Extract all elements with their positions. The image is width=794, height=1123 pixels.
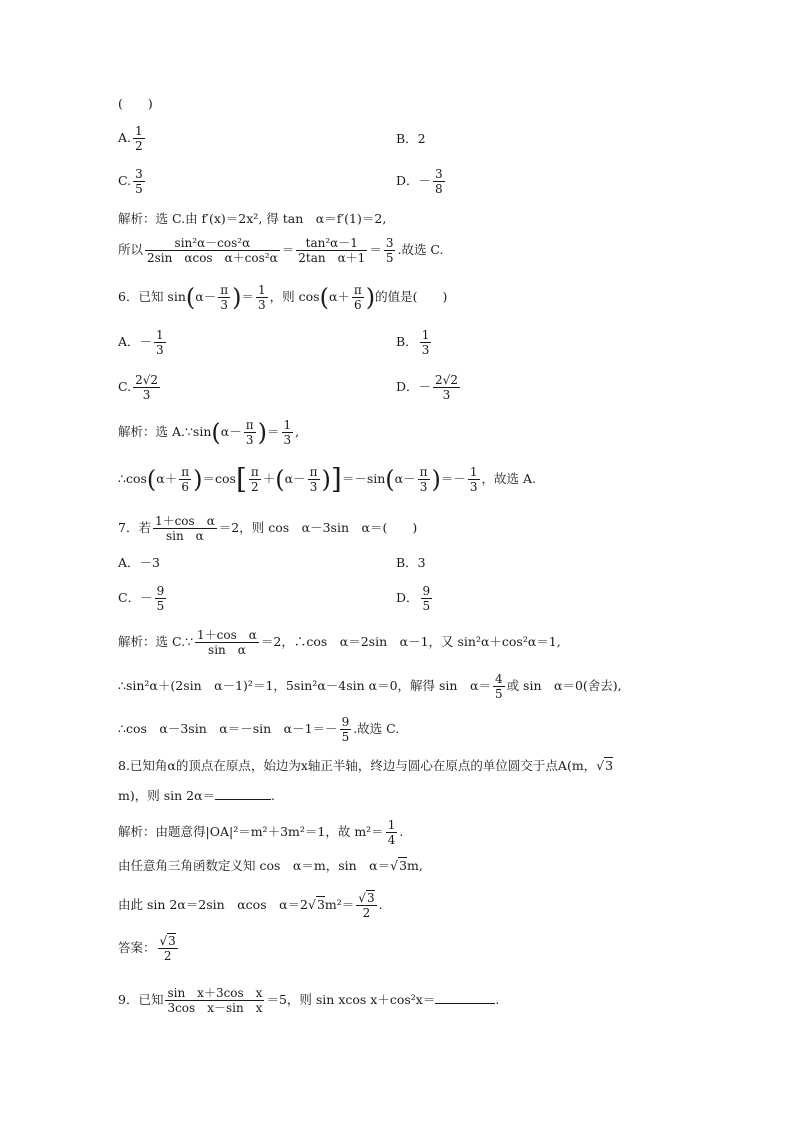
left-paren: ( [319,283,329,312]
q8-answer [118,934,180,963]
text: . [399,824,404,839]
fraction [158,934,178,963]
fraction [418,465,430,494]
q5-solution-line1: 解析：选 C.由 f′(x)＝2x², 得 tan α＝f′(1)＝2, [118,211,387,226]
text: 或 sin α＝0(舍去), [506,678,622,693]
denominator: 3 [309,480,318,494]
radicand: 3 [316,897,325,912]
option-label: C. [118,173,132,188]
text: ＝ [266,424,280,439]
right-bracket: ] [330,462,342,496]
text: 由任意角三角函数定义知 cos α＝m，sin α＝ [118,858,391,873]
option-label: B． [396,334,418,349]
denominator: 5 [385,251,394,265]
denominator: 3 [469,480,478,494]
numerator: 1 [156,328,164,342]
text: ＝2，则 cos α－3sin α＝( ) [218,520,418,535]
denominator: 5 [422,599,431,613]
text: ＋ [262,471,276,486]
denominator: 6 [181,480,189,494]
numerator: 3 [385,236,394,250]
fraction [133,373,160,402]
q7-option-d [396,584,434,613]
text: ∴sin²α＋(2sin α－1)²＝1，5sin²α－4sin α＝0，解得 sin α＝ [118,678,491,693]
text: α＋ [156,471,178,486]
option-label: A．－ [118,334,153,349]
text: α＋ [328,289,350,304]
left-paren: ( [185,283,196,312]
fraction [195,628,259,657]
numerator: 1＋cos α [197,628,257,642]
option-label: C．－ [118,590,153,605]
denominator: 3 [220,298,228,312]
q8-solution-line1 [118,818,403,847]
q5-option-a [118,124,147,153]
denominator: 5 [156,599,165,613]
answer-blank[interactable] [435,991,495,1004]
text: . [271,788,276,803]
fraction [145,236,280,265]
text: ＝ [241,289,254,304]
text: α－ [195,289,217,304]
q5-solution-line2 [118,236,444,265]
numerator: 1 [283,418,292,432]
fraction [256,283,268,312]
text: 由此 sin 2α＝2sin αcos α＝2 [118,897,308,912]
q7-option-a: A．－3 [118,555,160,570]
answer-blank[interactable] [215,787,271,800]
denominator: sin α [165,529,204,543]
text: 8.已知角α的顶点在原点，始边为x轴正半轴，终边与圆心在原点的单位圆交于点A(m， [118,758,597,773]
fraction [244,418,256,447]
text: ＝2，∴cos α＝2sin α－1，又 sin²α＋cos²α＝1, [260,634,561,649]
numerator: 1 [421,328,430,342]
text: .故选 C. [353,721,400,736]
option-label: D．－ [396,379,432,394]
text: 6．已知 sin [118,289,186,304]
denominator: 3cos x－sin x [167,1001,263,1015]
text: 7．若 [118,520,151,535]
text: 解析：由题意得|OA|²＝m²＋3m²＝1，故 m²＝ [118,824,384,839]
text: 所以 [118,242,144,257]
fraction [218,283,230,312]
text: α－ [284,471,306,486]
q6-option-b [396,328,433,357]
q8-solution-line3 [118,891,383,920]
numerator: 9 [341,715,350,729]
fraction [165,986,264,1015]
q7-solution-line1 [118,628,561,657]
fraction [468,465,480,494]
fraction [386,818,398,847]
numerator: π [250,465,259,479]
denominator: 6 [354,298,362,312]
text: . [495,992,500,1007]
denominator: 3 [258,298,266,312]
numerator: 1 [387,818,396,832]
answer-label: 答案： [118,940,156,955]
option-label: C. [118,379,132,394]
denominator: 2 [135,139,143,153]
radicand: 3 [605,758,614,773]
q5-option-c [118,167,147,196]
right-paren: ) [431,465,441,494]
fraction [352,283,364,312]
q5-option-b: B．2 [396,131,426,146]
option-label: D．－ [396,173,432,188]
text: 解析：选 C.∵ [118,634,194,649]
denominator: 3 [419,480,428,494]
numerator: sin x＋3cos x [167,986,263,1000]
numerator: 9 [422,584,431,598]
numerator: √3 [159,934,176,948]
right-paren: ) [193,465,203,494]
q5-paren: ( ) [118,96,153,111]
fraction [433,373,460,402]
denominator: 2 [163,949,172,963]
numerator: π [220,283,229,297]
denominator: 3 [283,433,292,447]
text: m²＝ [324,897,355,912]
denominator: 2sin αcos α＋cos²α [147,251,278,265]
fraction [154,328,166,357]
denominator: 8 [435,182,443,196]
q8-solution-line2 [118,858,423,874]
q7-option-b: B．3 [396,555,426,570]
q6-option-d [396,373,462,402]
text: , [295,424,300,439]
numerator: 2√2 [435,373,458,387]
numerator: 2√2 [135,373,159,387]
right-paren: ) [365,283,376,312]
denominator: 5 [341,730,350,744]
numerator: 1 [258,283,266,297]
text: ，则 cos [269,289,320,304]
numerator: π [353,283,362,297]
denominator: sin α [208,643,246,657]
q6-stem [118,283,447,312]
fraction [433,167,445,196]
fraction [282,418,294,447]
q6-solution-line2 [118,462,537,496]
q7-option-c [118,584,168,613]
text: . [378,897,383,912]
numerator: 1 [135,124,143,138]
text: m, [407,858,423,873]
denominator: 2 [251,480,259,494]
text: α－ [220,424,242,439]
numerator: π [245,418,254,432]
right-paren: ) [321,465,331,494]
numerator: 3 [435,167,443,181]
q6-option-c [118,373,162,402]
text: 的值是( ) [375,289,448,304]
text: ，故选 A. [481,471,537,486]
left-paren: ( [146,465,157,494]
fraction [384,236,396,265]
text: ＝cos [202,471,236,486]
left-paren: ( [385,465,395,494]
fraction [493,672,505,701]
right-paren: ) [257,418,267,447]
numerator: 9 [156,584,165,598]
denominator: 3 [142,388,151,402]
q8-stem-line2 [118,787,275,804]
numerator: 4 [494,672,503,686]
numerator: 3 [135,167,143,181]
denominator: 3 [156,343,164,357]
denominator: 3 [421,343,430,357]
sqrt-symbol: √ [390,858,399,873]
text: ＝ [281,242,295,257]
q7-solution-line2 [118,672,622,701]
q7-solution-line3 [118,715,399,744]
text: m)，则 sin 2α＝ [118,788,216,803]
q8-stem-line1 [118,758,613,774]
left-paren: ( [211,418,221,447]
numerator: π [309,465,318,479]
numerator: sin²α－cos²α [145,236,280,251]
fraction [420,328,432,357]
denominator: 5 [135,182,143,196]
fraction [155,584,167,613]
fraction [296,236,367,265]
left-paren: ( [275,465,285,494]
text: 9．已知 [118,992,164,1007]
numerator: π [419,465,428,479]
denominator: 3 [442,388,451,402]
option-label: A. [118,130,132,145]
numerator: π [181,465,190,479]
q6-solution-line1 [118,418,299,447]
fraction [340,715,352,744]
fraction [133,124,145,153]
text: ＝ [369,242,382,257]
sqrt-symbol: √ [308,897,316,912]
text: .故选 C. [397,242,444,257]
denominator: 2tan α＋1 [298,251,366,265]
q6-option-a [118,328,168,357]
radicand: 3 [399,858,408,873]
q5-option-d [396,167,447,196]
fraction [179,465,191,494]
q9-stem [118,986,499,1015]
text: ＝5，则 sin xcos x＋cos²x＝ [266,992,436,1007]
numerator: √3 [358,891,375,905]
text: ＝－ [440,471,466,486]
text: 解析：选 A.∵sin [118,424,212,439]
numerator: tan²α－1 [296,236,367,251]
fraction [308,465,320,494]
right-paren: ) [232,283,242,312]
fraction [421,584,433,613]
fraction [133,167,145,196]
left-bracket: [ [235,462,247,496]
option-label: D． [396,590,419,605]
radicand: 3 [366,891,375,905]
text: ＝－sin [341,471,386,486]
text: ∴cos [118,471,147,486]
numerator: 1 [469,465,478,479]
q7-stem [118,514,417,543]
radicand: 3 [168,934,176,948]
text: ∴cos α－3sin α＝－sin α－1＝－ [118,721,338,736]
denominator: 5 [494,687,503,701]
numerator: 1＋cos α [154,514,215,528]
fraction [356,891,376,920]
denominator: 3 [245,433,254,447]
denominator: 2 [362,906,371,920]
fraction [249,465,261,494]
sqrt-symbol: √ [596,758,605,773]
text: α－ [394,471,416,486]
denominator: 4 [387,833,396,847]
fraction [153,514,217,543]
